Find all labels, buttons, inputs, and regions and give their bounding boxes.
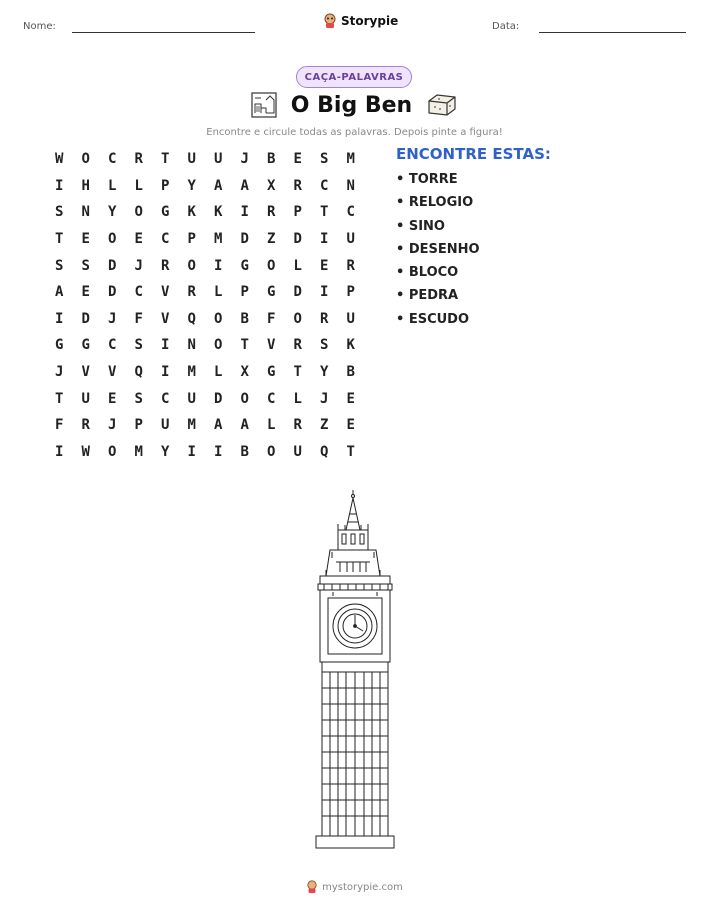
grid-letter: V [161,310,170,327]
grid-letter: R [81,417,90,434]
grid-letter: E [346,417,355,434]
grid-letter: O [267,257,276,274]
grid-letter: E [320,257,329,274]
grid-letter: G [161,204,170,221]
grid-letter: B [240,310,249,327]
grid-letter: Y [320,364,329,381]
grid-letter: U [214,151,223,168]
grid-letter: N [346,177,355,194]
grid-letter: C [108,151,117,168]
grid-letter: T [293,364,302,381]
grid-letter: V [108,364,117,381]
date-label: Data: [492,21,520,32]
grid-letter: R [187,284,196,301]
grid-letter: O [134,204,143,221]
grid-letter: O [81,151,90,168]
grid-letter: K [214,204,223,221]
grid-letter: A [240,177,249,194]
grid-letter: G [267,284,276,301]
grid-letter: M [214,231,223,248]
grid-letter: H [81,177,90,194]
grid-letter: C [346,204,355,221]
name-label: Nome: [23,21,56,32]
grid-letter: C [320,177,329,194]
word-list [396,170,480,333]
grid-letter: P [293,204,302,221]
grid-letter: C [161,231,170,248]
title-row [0,92,709,118]
storypie-logo-icon [323,13,337,29]
grid-letter: L [214,284,223,301]
activity-badge: CAÇA-PALAVRAS [296,66,412,88]
grid-letter: Q [187,310,196,327]
grid-letter: O [108,231,117,248]
word-item: • SINO [396,218,445,234]
grid-letter: J [108,417,117,434]
brand-logo [323,13,398,29]
grid-letter: Z [320,417,329,434]
stone-block-icon [426,92,458,118]
grid-letter: I [320,284,329,301]
grid-letter: C [108,337,117,354]
grid-letter: S [55,204,64,221]
grid-letter: O [187,257,196,274]
grid-letter: A [214,417,223,434]
grid-letter: G [267,364,276,381]
grid-letter: T [55,390,64,407]
grid-letter: K [346,337,355,354]
grid-letter: W [81,443,90,460]
grid-letter: T [240,337,249,354]
grid-letter: X [240,364,249,381]
grid-letter: A [55,284,64,301]
footer-url: mystorypie.com [322,881,403,893]
word-item: • TORRE [396,172,458,187]
grid-letter: U [81,390,90,407]
grid-letter: A [214,177,223,194]
grid-letter: J [134,257,143,274]
grid-letter: U [346,310,355,327]
grid-letter: Y [187,177,196,194]
word-item: • BLOCO [396,265,459,281]
grid-letter: L [134,177,143,194]
grid-letter: E [108,390,117,407]
grid-letter: J [240,151,249,168]
grid-letter: U [346,231,355,248]
grid-letter: A [240,417,249,434]
brand-name: Storypie [341,14,399,28]
grid-letter: N [187,337,196,354]
grid-letter: R [346,257,355,274]
grid-letter: C [267,390,276,407]
grid-letter: S [134,390,143,407]
grid-letter: O [293,310,302,327]
grid-letter: E [134,231,143,248]
grid-letter: S [55,257,64,274]
grid-letter: G [240,257,249,274]
page-title: O Big Ben [290,92,413,118]
grid-letter: O [108,443,117,460]
grid-letter: Q [134,364,143,381]
grid-letter: C [134,284,143,301]
grid-letter: I [320,231,329,248]
grid-letter: B [240,443,249,460]
storypie-logo-icon [306,880,318,894]
instructions: Encontre e circule todas as palavras. Depois pinte a figura! [206,127,503,138]
grid-letter: G [55,337,64,354]
grid-letter: B [346,364,355,381]
word-item: • RELOGIO [396,195,474,211]
grid-letter: R [293,417,302,434]
word-item: • DESENHO [396,241,480,257]
big-ben-tower-illustration [300,488,410,853]
grid-letter: I [240,204,249,221]
grid-letter: D [81,310,90,327]
grid-letter: R [267,204,276,221]
grid-letter: M [134,443,143,460]
grid-letter: X [267,177,276,194]
grid-letter: O [214,337,223,354]
grid-letter: I [187,443,196,460]
grid-letter: D [214,390,223,407]
word-item: • ESCUDO [396,311,470,327]
grid-letter: G [81,337,90,354]
grid-letter: L [108,177,117,194]
grid-letter: V [81,364,90,381]
grid-letter: T [55,231,64,248]
grid-letter: L [293,257,302,274]
grid-letter: S [320,151,329,168]
grid-letter: I [55,443,64,460]
grid-letter: P [161,177,170,194]
footer [0,880,709,894]
grid-letter: C [161,390,170,407]
grid-letter: J [320,390,329,407]
word-list-title: ENCONTRE ESTAS: [396,145,551,163]
grid-letter: R [293,337,302,354]
grid-letter: J [55,364,64,381]
grid-letter: K [187,204,196,221]
grid-letter: L [214,364,223,381]
grid-letter: L [293,390,302,407]
blueprint-icon [251,92,277,118]
grid-letter: N [81,204,90,221]
grid-letter: D [240,231,249,248]
name-field-line[interactable] [72,32,255,33]
grid-letter: D [108,257,117,274]
date-field-line[interactable] [539,32,686,33]
grid-letter: L [267,417,276,434]
grid-letter: E [81,284,90,301]
grid-letter: E [81,231,90,248]
grid-letter: B [267,151,276,168]
grid-letter: F [55,417,64,434]
grid-letter: U [187,151,196,168]
grid-letter: E [346,390,355,407]
grid-letter: Y [161,443,170,460]
grid-letter: M [346,151,355,168]
grid-letter: V [267,337,276,354]
grid-letter: Q [320,443,329,460]
word-item: • PEDRA [396,288,459,304]
grid-letter: T [320,204,329,221]
grid-letter: D [293,284,302,301]
grid-letter: D [108,284,117,301]
grid-letter: O [214,310,223,327]
grid-letter: J [108,310,117,327]
grid-letter: R [134,151,143,168]
grid-letter: I [161,364,170,381]
grid-letter: Y [108,204,117,221]
grid-letter: U [161,417,170,434]
grid-letter: P [134,417,143,434]
grid-letter: M [187,364,196,381]
grid-letter: I [161,337,170,354]
grid-letter: D [293,231,302,248]
grid-letter: P [346,284,355,301]
grid-letter: P [240,284,249,301]
grid-letter: T [346,443,355,460]
grid-letter: P [187,231,196,248]
word-search-grid [46,146,364,465]
grid-letter: I [55,177,64,194]
grid-letter: M [187,417,196,434]
grid-letter: R [320,310,329,327]
grid-letter: I [214,443,223,460]
grid-letter: R [161,257,170,274]
grid-letter: W [55,151,64,168]
grid-letter: O [267,443,276,460]
grid-letter: I [55,310,64,327]
grid-letter: R [293,177,302,194]
grid-letter: U [293,443,302,460]
grid-letter: U [187,390,196,407]
grid-letter: I [214,257,223,274]
grid-letter: F [134,310,143,327]
grid-letter: S [81,257,90,274]
grid-letter: V [161,284,170,301]
grid-letter: O [240,390,249,407]
grid-letter: T [161,151,170,168]
grid-letter: S [320,337,329,354]
grid-letter: E [293,151,302,168]
grid-letter: F [267,310,276,327]
grid-letter: Z [267,231,276,248]
grid-letter: S [134,337,143,354]
